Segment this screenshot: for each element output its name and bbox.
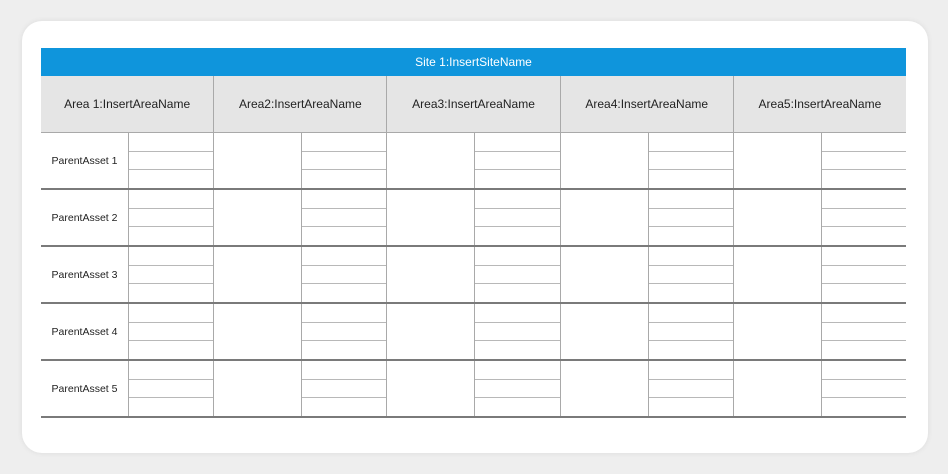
child-asset-slot[interactable] (302, 227, 386, 245)
parent-asset-slot[interactable] (214, 133, 302, 188)
child-asset-slot[interactable] (649, 380, 733, 399)
child-asset-slot[interactable] (129, 266, 213, 285)
child-asset-slot[interactable] (822, 209, 906, 228)
child-asset-slots (475, 247, 559, 302)
child-asset-slots (649, 247, 733, 302)
child-asset-slot[interactable] (302, 133, 386, 152)
child-asset-slot[interactable] (129, 284, 213, 302)
child-asset-slots (649, 361, 733, 416)
child-asset-slot[interactable] (822, 361, 906, 380)
child-asset-slot[interactable] (475, 361, 559, 380)
child-asset-slot[interactable] (822, 247, 906, 266)
child-asset-slot[interactable] (475, 247, 559, 266)
child-asset-slot[interactable] (129, 341, 213, 359)
parent-asset-label: ParentAsset 3 (41, 247, 129, 302)
child-asset-slot[interactable] (649, 304, 733, 323)
child-asset-slots (475, 361, 559, 416)
child-asset-slot[interactable] (475, 284, 559, 302)
parent-asset-slot[interactable] (214, 190, 302, 245)
child-asset-slot[interactable] (129, 398, 213, 416)
child-asset-slot[interactable] (475, 398, 559, 416)
child-asset-slot[interactable] (822, 323, 906, 342)
child-asset-slot[interactable] (302, 170, 386, 188)
area-3-cell (387, 304, 560, 359)
area-2-cell (214, 190, 387, 245)
child-asset-slot[interactable] (822, 152, 906, 171)
child-asset-slots (822, 361, 906, 416)
area-header-4: Area4:InsertAreaName (561, 76, 734, 132)
child-asset-slots (302, 133, 386, 188)
child-asset-slot[interactable] (822, 398, 906, 416)
area-5-cell (734, 304, 906, 359)
child-asset-slot[interactable] (475, 380, 559, 399)
child-asset-slot[interactable] (302, 266, 386, 285)
child-asset-slot[interactable] (822, 190, 906, 209)
parent-asset-slot[interactable] (387, 190, 475, 245)
parent-asset-slot[interactable] (561, 304, 649, 359)
child-asset-slot[interactable] (302, 152, 386, 171)
child-asset-slots (475, 133, 559, 188)
child-asset-slot[interactable] (302, 398, 386, 416)
child-asset-slot[interactable] (822, 380, 906, 399)
area-2-cell (214, 361, 387, 416)
child-asset-slot[interactable] (822, 341, 906, 359)
child-asset-slots (129, 361, 213, 416)
child-asset-slot[interactable] (302, 247, 386, 266)
child-asset-slots (649, 190, 733, 245)
child-asset-slots (475, 304, 559, 359)
child-asset-slots (649, 304, 733, 359)
child-asset-slots (302, 190, 386, 245)
child-asset-slots (822, 304, 906, 359)
parent-asset-slot[interactable] (387, 304, 475, 359)
child-asset-slot[interactable] (475, 209, 559, 228)
child-asset-slot[interactable] (822, 284, 906, 302)
child-asset-slot[interactable] (475, 323, 559, 342)
child-asset-slots (302, 304, 386, 359)
child-asset-slot[interactable] (649, 361, 733, 380)
child-asset-slots (129, 304, 213, 359)
parent-asset-slot[interactable] (561, 133, 649, 188)
child-asset-slot[interactable] (649, 341, 733, 359)
parent-asset-label: ParentAsset 2 (41, 190, 129, 245)
child-asset-slot[interactable] (129, 247, 213, 266)
area-4-cell (561, 190, 734, 245)
child-asset-slots (822, 133, 906, 188)
area-3-cell (387, 133, 560, 188)
parent-asset-slot[interactable] (734, 361, 822, 416)
child-asset-slot[interactable] (475, 190, 559, 209)
child-asset-slot[interactable] (302, 304, 386, 323)
child-asset-slot[interactable] (822, 266, 906, 285)
area-5-cell (734, 247, 906, 302)
child-asset-slot[interactable] (475, 133, 559, 152)
child-asset-slots (649, 133, 733, 188)
child-asset-slot[interactable] (822, 227, 906, 245)
area-4-cell (561, 304, 734, 359)
child-asset-slot[interactable] (302, 341, 386, 359)
asset-row-3 (41, 247, 906, 304)
parent-asset-slot[interactable] (387, 247, 475, 302)
parent-asset-slot[interactable] (734, 247, 822, 302)
site-table (41, 48, 906, 418)
asset-row-5 (41, 361, 906, 418)
asset-row-1 (41, 133, 906, 190)
child-asset-slot[interactable] (649, 190, 733, 209)
child-asset-slot[interactable] (129, 227, 213, 245)
child-asset-slot[interactable] (649, 133, 733, 152)
area-header-5: Area5:InsertAreaName (758, 97, 882, 111)
area-4-cell (561, 247, 734, 302)
parent-asset-label: ParentAsset 5 (41, 361, 129, 416)
parent-asset-slot[interactable] (387, 361, 475, 416)
area-4-cell (561, 361, 734, 416)
child-asset-slots (822, 247, 906, 302)
parent-asset-slot[interactable] (734, 133, 822, 188)
area-4-cell (561, 133, 734, 188)
parent-asset-slot[interactable] (734, 190, 822, 245)
child-asset-slots (302, 247, 386, 302)
area-1-cell (41, 190, 214, 245)
child-asset-slot[interactable] (475, 170, 559, 188)
parent-asset-label: ParentAsset 4 (41, 304, 129, 359)
child-asset-slot[interactable] (302, 284, 386, 302)
child-asset-slot[interactable] (822, 133, 906, 152)
area-2-cell (214, 247, 387, 302)
area-header-row (41, 76, 906, 133)
area-5-cell (734, 361, 906, 416)
area-3-cell (387, 190, 560, 245)
child-asset-slot[interactable] (129, 152, 213, 171)
child-asset-slot[interactable] (649, 247, 733, 266)
child-asset-slot[interactable] (475, 341, 559, 359)
child-asset-slots (822, 190, 906, 245)
area-1-cell (41, 361, 214, 416)
parent-asset-slot[interactable] (387, 133, 475, 188)
parent-asset-slot[interactable] (561, 247, 649, 302)
parent-asset-slot[interactable] (214, 304, 302, 359)
child-asset-slot[interactable] (649, 170, 733, 188)
area-3-cell (387, 247, 560, 302)
site-header: Site 1:InsertSiteName (41, 48, 906, 76)
child-asset-slot[interactable] (649, 398, 733, 416)
area-5-cell (734, 133, 906, 188)
area-2-cell (214, 133, 387, 188)
area-header-2: Area2:InsertAreaName (214, 76, 387, 132)
area-header-1: Area 1:InsertAreaName (41, 76, 214, 132)
area-1-cell (41, 304, 214, 359)
child-asset-slot[interactable] (475, 304, 559, 323)
child-asset-slot[interactable] (475, 227, 559, 245)
child-asset-slot[interactable] (475, 266, 559, 285)
parent-asset-slot[interactable] (561, 361, 649, 416)
child-asset-slots (302, 361, 386, 416)
child-asset-slot[interactable] (649, 227, 733, 245)
child-asset-slots (129, 190, 213, 245)
area-1-cell (41, 247, 214, 302)
area-5-cell (734, 190, 906, 245)
child-asset-slot[interactable] (302, 209, 386, 228)
child-asset-slots (129, 247, 213, 302)
area-3-cell (387, 361, 560, 416)
child-asset-slot[interactable] (649, 266, 733, 285)
child-asset-slots (129, 133, 213, 188)
child-asset-slot[interactable] (649, 284, 733, 302)
child-asset-slot[interactable] (129, 380, 213, 399)
child-asset-slot[interactable] (475, 152, 559, 171)
child-asset-slot[interactable] (822, 170, 906, 188)
child-asset-slot[interactable] (302, 361, 386, 380)
child-asset-slots (475, 190, 559, 245)
child-asset-slot[interactable] (129, 323, 213, 342)
parent-asset-label: ParentAsset 1 (41, 133, 129, 188)
parent-asset-slot[interactable] (214, 361, 302, 416)
asset-row-2 (41, 190, 906, 247)
parent-asset-slot[interactable] (214, 247, 302, 302)
parent-asset-slot[interactable] (734, 304, 822, 359)
child-asset-slot[interactable] (129, 209, 213, 228)
area-header-3: Area3:InsertAreaName (387, 76, 560, 132)
asset-row-4 (41, 304, 906, 361)
parent-asset-slot[interactable] (561, 190, 649, 245)
area-2-cell (214, 304, 387, 359)
child-asset-slot[interactable] (129, 361, 213, 380)
child-asset-slot[interactable] (129, 133, 213, 152)
child-asset-slot[interactable] (302, 323, 386, 342)
child-asset-slot[interactable] (302, 190, 386, 209)
child-asset-slot[interactable] (129, 190, 213, 209)
child-asset-slot[interactable] (649, 152, 733, 171)
child-asset-slot[interactable] (129, 170, 213, 188)
child-asset-slot[interactable] (822, 304, 906, 323)
child-asset-slot[interactable] (129, 304, 213, 323)
child-asset-slot[interactable] (649, 209, 733, 228)
area-1-cell (41, 133, 214, 188)
child-asset-slot[interactable] (649, 323, 733, 342)
child-asset-slot[interactable] (302, 380, 386, 399)
